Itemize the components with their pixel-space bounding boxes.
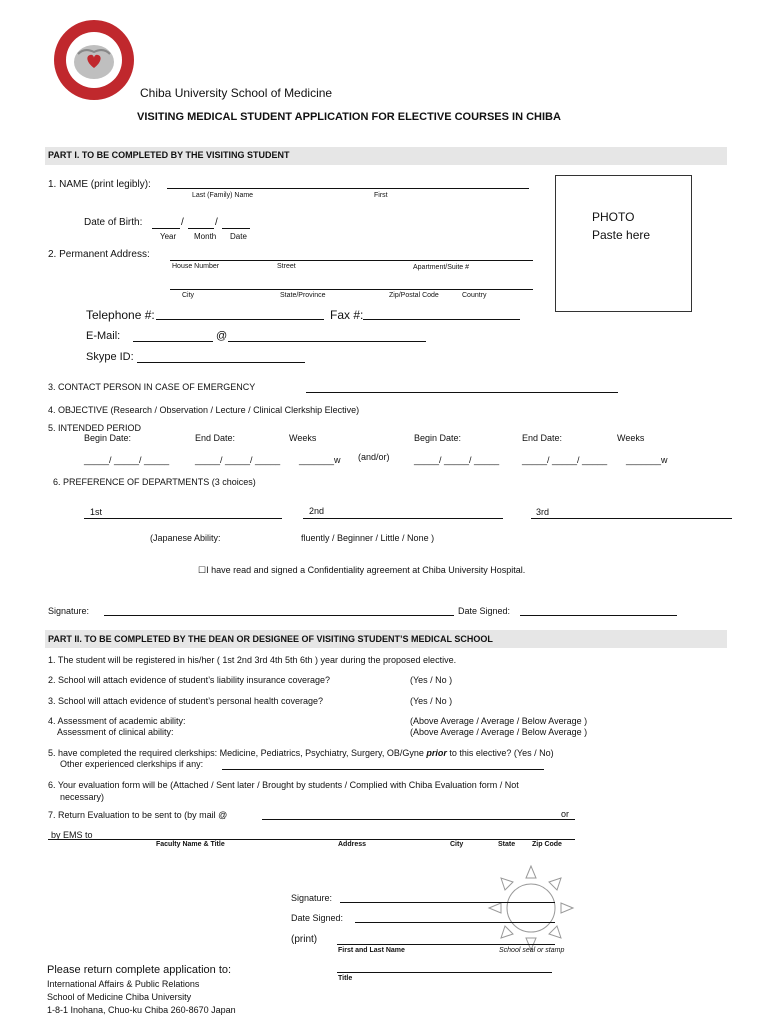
return-label: Please return complete application to: (47, 964, 232, 976)
skype-label: Skype ID: (86, 351, 134, 363)
ems-label: by EMS to (51, 830, 93, 840)
date-signed-label: Date Signed: (458, 606, 511, 616)
school-seal-logo (52, 18, 136, 102)
first-choice-label: 1st (90, 507, 103, 517)
school-name: Chiba University School of Medicine (140, 86, 333, 100)
objective-label: 4. OBJECTIVE (Research / Observation / Lecture / Clinical Clerkship Elective) (48, 405, 360, 415)
emergency-field[interactable] (306, 392, 618, 393)
question-7: 7. Return Evaluation to be sent to (by mail @ (48, 810, 228, 820)
question-4-clinical: Assessment of clinical ability: (57, 727, 174, 737)
question-5-other: Other experienced clerkships if any: (60, 759, 204, 769)
dob-sep-1: / (181, 217, 184, 228)
street-caption: Street (277, 263, 296, 270)
japanese-ability-options[interactable]: fluently / Beginner / Little / None ) (301, 533, 435, 543)
weeks-label-1: Weeks (289, 433, 317, 443)
telephone-label: Telephone #: (86, 308, 155, 322)
question-4-clinical-options[interactable]: (Above Average / Average / Below Average ) (410, 727, 588, 737)
begin-label-1: Begin Date: (84, 433, 132, 443)
first-name-caption: First (374, 192, 388, 199)
part2-heading: PART II. TO BE COMPLETED BY THE DEAN OR DESIGNEE OF VISITING STUDENT’S MEDICAL SCHOOL (48, 634, 493, 644)
dob-sep-2: / (215, 217, 218, 228)
dob-month-field[interactable] (188, 228, 214, 229)
confidentiality-checkbox[interactable]: ☐I have read and signed a Confidentiality agreement at Chiba University Hospital. (198, 565, 526, 575)
email-label: E-Mail: (86, 330, 121, 342)
photo-label: PHOTO (592, 210, 635, 224)
name-label: 1. NAME (print legibly): (48, 179, 151, 190)
or-label: or (561, 809, 570, 819)
question-4-academic-options[interactable]: (Above Average / Average / Below Average ) (410, 716, 588, 726)
form-title: VISITING MEDICAL STUDENT APPLICATION FOR ELECTIVE COURSES IN CHIBA (137, 111, 561, 123)
second-choice-field[interactable] (303, 518, 503, 519)
and-or-label: (and/or) (358, 452, 390, 462)
question-6-cont: necessary) (60, 792, 105, 802)
question-5 (48, 748, 554, 758)
question-2-options[interactable]: (Yes / No ) (410, 675, 453, 685)
fax-field[interactable] (363, 319, 520, 320)
dob-year-field[interactable] (152, 228, 180, 229)
dob-label: Date of Birth: (84, 217, 143, 228)
weeks-field-2[interactable]: _______w (626, 455, 668, 465)
photo-box[interactable] (555, 175, 692, 312)
dean-signature-field[interactable] (340, 902, 555, 903)
address-label: 2. Permanent Address: (48, 249, 150, 260)
signature-label: Signature: (48, 606, 90, 616)
return-address-line-3: 1-8-1 Inohana, Chuo-ku Chiba 260-8670 Japan (47, 1005, 236, 1015)
begin-label-2: Begin Date: (414, 433, 462, 443)
email-domain-field[interactable] (228, 341, 426, 342)
dean-signature-label: Signature: (291, 893, 333, 903)
faculty-caption: Faculty Name & Title (156, 841, 225, 848)
emergency-label: 3. CONTACT PERSON IN CASE OF EMERGENCY (48, 382, 256, 392)
dob-date-caption: Date (230, 232, 247, 241)
weeks-label-2: Weeks (617, 433, 645, 443)
print-label: (print) (291, 934, 318, 945)
question-2: 2. School will attach evidence of student’s liability insurance coverage? (48, 675, 330, 685)
question-5-text: 5. have completed the required clerkships: Medicine, Pediatrics, Psychiatry, Surgery, OB/Gyne (48, 748, 424, 758)
title-field[interactable] (337, 972, 552, 973)
zip-caption: Zip/Postal Code (389, 292, 439, 299)
seal-caption: School seal or stamp (499, 947, 565, 954)
state-caption-2: State (498, 841, 516, 848)
country-caption: Country (462, 292, 487, 299)
begin-date-field-2[interactable]: _____/ _____/ _____ (414, 455, 500, 465)
fax-label: Fax #: (330, 308, 364, 322)
date-signed-field[interactable] (520, 615, 677, 616)
question-5-options[interactable]: to this elective? (Yes / No) (449, 748, 554, 758)
end-date-field-2[interactable]: _____/ _____/ _____ (522, 455, 608, 465)
preference-label: 6. PREFERENCE OF DEPARTMENTS (3 choices) (53, 477, 256, 487)
question-1: 1. The student will be registered in his/her ( 1st 2nd 3rd 4th 5th 6th ) year during the proposed elective. (48, 655, 457, 665)
dean-date-signed-label: Date Signed: (291, 913, 344, 923)
dob-year-caption: Year (160, 232, 177, 241)
return-address-line-2: School of Medicine Chiba University (47, 992, 192, 1002)
name-field[interactable] (167, 188, 529, 189)
photo-sub-label: Paste here (592, 228, 651, 242)
first-last-caption: First and Last Name (338, 947, 405, 954)
apt-caption: Apartment/Suite # (413, 264, 470, 271)
begin-date-field-1[interactable]: _____/ _____/ _____ (84, 455, 170, 465)
dean-date-signed-field[interactable] (355, 922, 555, 923)
part1-heading: PART I. TO BE COMPLETED BY THE VISITING STUDENT (48, 150, 290, 160)
city-caption-2: City (450, 841, 464, 848)
second-choice-label: 2nd (309, 506, 325, 516)
print-name-field[interactable] (337, 944, 555, 945)
last-name-caption: Last (Family) Name (192, 192, 254, 199)
question-4-academic: 4. Assessment of academic ability: (48, 716, 186, 726)
end-label-2: End Date: (522, 433, 563, 443)
address-line-2[interactable] (170, 289, 533, 290)
other-clerkships-field[interactable] (222, 769, 544, 770)
end-date-field-1[interactable]: _____/ _____/ _____ (195, 455, 281, 465)
email-user-field[interactable] (133, 341, 213, 342)
address-caption: Address (338, 841, 367, 848)
return-mail-field[interactable] (262, 819, 575, 820)
house-caption: House Number (172, 263, 220, 270)
dob-date-field[interactable] (222, 228, 250, 229)
question-3: 3. School will attach evidence of student’s personal health coverage? (48, 696, 324, 706)
dob-month-caption: Month (194, 232, 217, 241)
ems-field[interactable] (48, 839, 575, 840)
seal-stamp-area[interactable] (485, 862, 577, 954)
telephone-field[interactable] (156, 319, 324, 320)
japanese-ability-label: (Japanese Ability: (150, 533, 221, 543)
return-address-line-1: International Affairs & Public Relations (47, 979, 200, 989)
signature-field[interactable] (104, 615, 454, 616)
skype-field[interactable] (137, 362, 305, 363)
third-choice-field[interactable] (531, 518, 732, 519)
address-line-1[interactable] (170, 260, 533, 261)
question-5-prior: prior (426, 748, 447, 758)
email-at: @ (216, 330, 228, 342)
zip-caption-2: Zip Code (532, 841, 562, 848)
title-caption: Title (338, 975, 353, 982)
state-caption: State/Province (280, 292, 326, 299)
end-label-1: End Date: (195, 433, 236, 443)
period-label: 5. INTENDED PERIOD (48, 423, 142, 433)
question-3-options[interactable]: (Yes / No ) (410, 696, 453, 706)
third-choice-label: 3rd (536, 507, 550, 517)
weeks-field-1[interactable]: _______w (299, 455, 341, 465)
city-caption: City (182, 292, 195, 299)
first-choice-field[interactable] (84, 518, 282, 519)
question-6[interactable]: 6. Your evaluation form will be (Attached / Sent later / Brought by students / Complied with Chiba Evaluation form / Not (48, 780, 519, 790)
